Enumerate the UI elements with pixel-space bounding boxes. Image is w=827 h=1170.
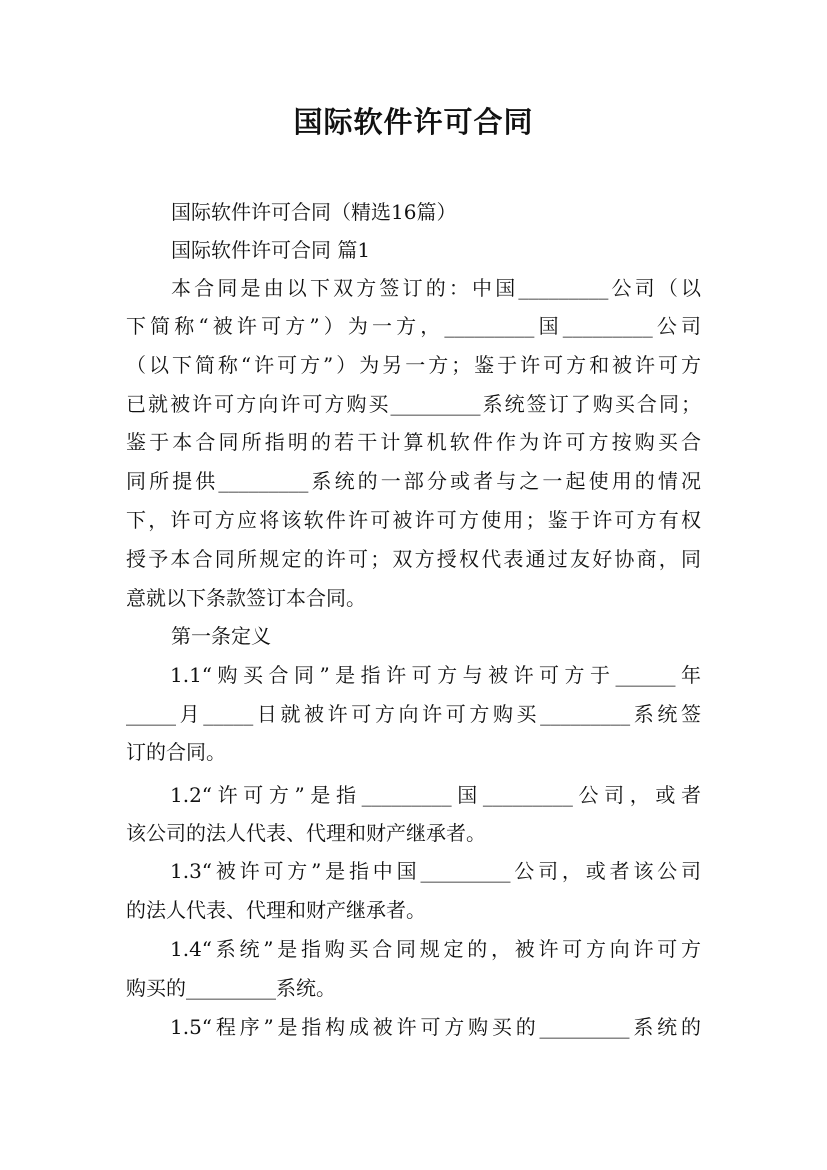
clause-line: 订的合同。: [126, 740, 226, 764]
paragraph-line: 下简称“被许可方”）为一方，_________国_________公司: [126, 314, 701, 338]
paragraph-line: 已就被许可方向许可方购买_________系统签订了购买合同；: [126, 392, 701, 416]
paragraph-line: 同所提供_________系统的一部分或者与之一起使用的情况: [126, 469, 701, 493]
paragraph-line: 鉴于本合同所指明的若干计算机软件作为许可方按购买合: [126, 430, 701, 454]
clause-line: 1.3“被许可方”是指中国_________公司，或者该公司: [170, 859, 701, 883]
clause-line: 购买的_________系统。: [126, 976, 336, 1000]
clause-line: 该公司的法人代表、代理和财产继承者。: [126, 821, 486, 845]
clause-line: 1.1“购买合同”是指许可方与被许可方于______年: [170, 663, 701, 687]
article-heading: 第一条定义: [171, 624, 271, 648]
paragraph-line: 本合同是由以下双方签订的：中国_________公司（以: [171, 276, 701, 300]
subtitle-line: 国际软件许可合同（精选16篇）: [171, 200, 457, 224]
paragraph-line: （以下简称“许可方”）为另一方；鉴于许可方和被许可方: [126, 353, 701, 377]
paragraph-line: 授予本合同所规定的许可；双方授权代表通过友好协商，同: [126, 547, 701, 571]
document-title: 国际软件许可合同: [293, 105, 534, 139]
clause-line: 1.2“许可方”是指_________国_________公司，或者: [170, 783, 701, 807]
section-heading: 国际软件许可合同 篇1: [171, 238, 371, 262]
clause-line: _____月_____日就被许可方向许可方购买_________系统签: [126, 702, 701, 726]
paragraph-line: 下，许可方应将该软件许可被许可方使用；鉴于许可方有权: [126, 508, 701, 532]
paragraph-line: 意就以下条款签订本合同。: [126, 586, 366, 610]
clause-line: 1.5“程序”是指构成被许可方购买的_________系统的: [170, 1015, 701, 1039]
clause-line: 的法人代表、代理和财产继承者。: [126, 898, 426, 922]
clause-line: 1.4“系统”是指购买合同规定的，被许可方向许可方: [170, 937, 701, 961]
